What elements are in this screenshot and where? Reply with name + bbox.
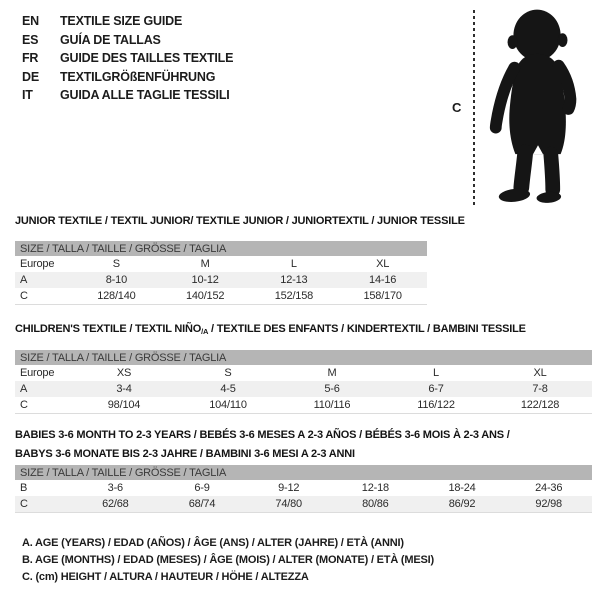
age-cell: 3-4 bbox=[116, 383, 132, 395]
children-size-table bbox=[15, 350, 592, 414]
age-cell: 6-7 bbox=[428, 383, 444, 395]
height-dashed-line bbox=[473, 10, 475, 205]
junior-size-table bbox=[15, 241, 427, 305]
baby-figure-area bbox=[440, 0, 600, 215]
title-text: CHILDREN'S TEXTILE / TEXTIL NIÑO bbox=[15, 323, 202, 335]
age-cell: 12-13 bbox=[280, 274, 308, 286]
table-row bbox=[15, 480, 592, 496]
row-label: B bbox=[20, 482, 28, 494]
age-cell: 14-16 bbox=[369, 274, 397, 286]
language-code: DE bbox=[22, 69, 39, 84]
height-cell: 86/92 bbox=[448, 498, 476, 510]
language-code: ES bbox=[22, 32, 39, 47]
row-label: A bbox=[20, 274, 28, 286]
row-label: C bbox=[20, 399, 28, 411]
age-cell: 5-6 bbox=[324, 383, 340, 395]
age-cell: 10-12 bbox=[191, 274, 219, 286]
babies-table-title bbox=[15, 426, 510, 464]
age-cell: 12-18 bbox=[361, 482, 389, 494]
language-row-en bbox=[22, 12, 233, 31]
size-cell: XL bbox=[533, 367, 547, 379]
babies-title-line2: BABYS 3-6 MONATE BIS 2-3 JAHRE / BAMBINI 3-6 MESI A 2-3 ANNI bbox=[15, 448, 355, 460]
baby-silhouette-icon bbox=[482, 5, 596, 205]
height-cell: 80/86 bbox=[362, 498, 389, 510]
age-cell: 3-6 bbox=[107, 482, 123, 494]
age-cell: 9-12 bbox=[278, 482, 300, 494]
junior-table-title: JUNIOR TEXTILE / TEXTIL JUNIOR/ TEXTILE JUNIOR / JUNIORTEXTIL / JUNIOR TESSILE bbox=[15, 215, 465, 227]
height-cell: 128/140 bbox=[97, 290, 136, 302]
children-table-title bbox=[15, 323, 526, 336]
language-row-fr bbox=[22, 49, 233, 68]
age-cell: 8-10 bbox=[105, 274, 127, 286]
language-code: FR bbox=[22, 51, 39, 66]
language-label: TEXTILGRÖßENFÜHRUNG bbox=[60, 69, 216, 84]
height-cell: 62/68 bbox=[102, 498, 129, 510]
table-row bbox=[15, 365, 592, 381]
size-cell: XL bbox=[376, 258, 390, 270]
age-cell: 6-9 bbox=[194, 482, 210, 494]
age-cell: 7-8 bbox=[532, 383, 548, 395]
table-row bbox=[15, 272, 427, 288]
language-label: TEXTILE SIZE GUIDE bbox=[60, 14, 183, 29]
height-cell: 116/122 bbox=[417, 399, 455, 411]
legend-row-b: B. AGE (MONTHS) / EDAD (MESES) / ÂGE (MOIS) / ALTER (MONATE) / ETÀ (MESI) bbox=[22, 554, 434, 566]
size-cell: XS bbox=[116, 367, 132, 379]
table-row bbox=[15, 256, 427, 272]
height-cell: 68/74 bbox=[188, 498, 216, 510]
height-cell: 98/104 bbox=[107, 399, 141, 411]
legend-row-c: C. (cm) HEIGHT / ALTURA / HAUTEUR / HÖHE / ALTEZZA bbox=[22, 571, 309, 583]
row-label: A bbox=[20, 383, 28, 395]
size-cell: S bbox=[224, 367, 232, 379]
size-cell: L bbox=[433, 367, 439, 379]
language-label: GUIDE DES TAILLES TEXTILE bbox=[60, 51, 234, 66]
size-header-bar: SIZE / TALLA / TAILLE / GRÖSSE / TAGLIA bbox=[15, 241, 427, 256]
size-header-bar: SIZE / TALLA / TAILLE / GRÖSSE / TAGLIA bbox=[15, 465, 592, 480]
age-cell: 24-36 bbox=[535, 482, 563, 494]
height-cell: 104/110 bbox=[209, 399, 247, 411]
height-cell: 110/116 bbox=[313, 399, 351, 411]
language-row-it bbox=[22, 86, 233, 105]
title-subscript: /A bbox=[201, 327, 209, 336]
height-cell: 122/128 bbox=[520, 399, 560, 411]
language-code: EN bbox=[22, 14, 39, 29]
row-label: C bbox=[20, 290, 28, 302]
age-cell: 18-24 bbox=[448, 482, 476, 494]
title-text: / TEXTILE DES ENFANTS / KINDERTEXTIL / BAMBINI TESSILE bbox=[208, 323, 526, 335]
language-list bbox=[22, 12, 233, 105]
age-cell: 4-5 bbox=[220, 383, 236, 395]
row-label: Europe bbox=[20, 367, 55, 379]
table-row bbox=[15, 381, 592, 397]
language-label: GUÍA DE TALLAS bbox=[60, 32, 161, 47]
size-header-bar: SIZE / TALLA / TAILLE / GRÖSSE / TAGLIA bbox=[15, 350, 592, 365]
height-cell: 92/98 bbox=[535, 498, 562, 510]
height-cell: 152/158 bbox=[274, 290, 314, 302]
language-code: IT bbox=[22, 88, 33, 103]
language-label: GUIDA ALLE TAGLIE TESSILI bbox=[60, 88, 230, 103]
table-row bbox=[15, 496, 592, 512]
height-cell: 74/80 bbox=[275, 498, 302, 510]
legend-row-a: A. AGE (YEARS) / EDAD (AÑOS) / ÂGE (ANS) / ALTER (JAHRE) / ETÀ (ANNI) bbox=[22, 537, 404, 549]
babies-size-table bbox=[15, 465, 592, 513]
table-row bbox=[15, 397, 592, 413]
height-cell: 158/170 bbox=[363, 290, 402, 302]
size-cell: L bbox=[290, 258, 297, 270]
legend bbox=[22, 535, 434, 586]
size-cell: M bbox=[327, 367, 337, 379]
height-marker-label: C bbox=[452, 100, 462, 115]
row-label: C bbox=[20, 498, 28, 510]
language-row-es bbox=[22, 31, 233, 50]
table-row bbox=[15, 288, 427, 304]
row-label: Europe bbox=[20, 258, 55, 270]
size-cell: S bbox=[112, 258, 120, 270]
babies-title-line1: BABIES 3-6 MONTH TO 2-3 YEARS / BEBÉS 3-6 MESES A 2-3 AÑOS / BÉBÉS 3-6 MOIS À 2-3 ANS / bbox=[15, 429, 510, 441]
height-cell: 140/152 bbox=[185, 290, 225, 302]
language-row-de bbox=[22, 68, 233, 87]
size-cell: M bbox=[200, 258, 210, 270]
